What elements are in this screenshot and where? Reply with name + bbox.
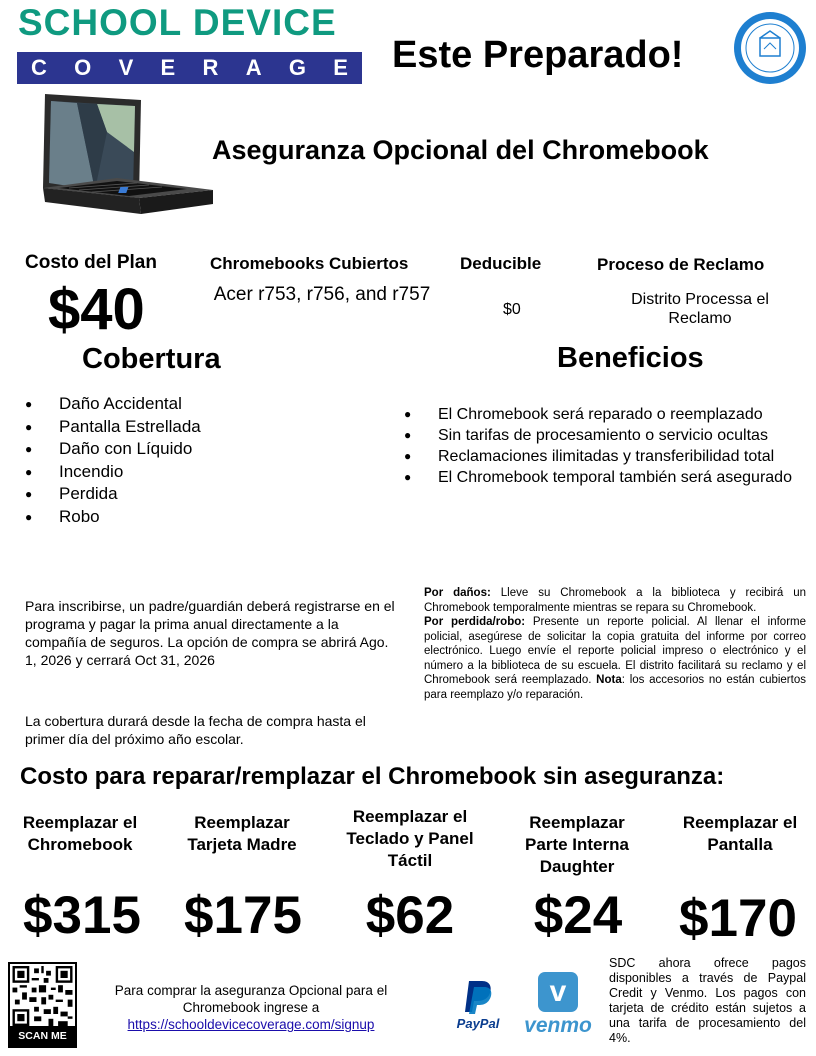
list-item: ● Sin tarifas de procesamiento o servicio ocultas (404, 425, 806, 446)
list-item: ● Perdida (25, 483, 201, 506)
cost-price: $62 (365, 886, 455, 945)
covered-label: Chromebooks Cubiertos (210, 254, 409, 273)
district-seal-icon (733, 11, 807, 85)
list-item: ● Reclamaciones ilimitadas y transferibilidad total (404, 446, 806, 467)
subtitle: Aseguranza Opcional del Chromebook (212, 135, 709, 165)
enroll-paragraph: Para inscribirse, un padre/guardián deberá registrarse en el programa y pagar la prima anual directamente a la compañía de seguros. La opción de compra se abrirá Ago. 1, 2026 y cerrará Oct 31, 2026 (25, 598, 395, 668)
deductible-value: $0 (503, 301, 521, 318)
covered-value: Acer r753, r756, and r757 (213, 284, 431, 305)
paypal-logo (450, 980, 506, 1036)
logo-coverage-bar (17, 52, 362, 84)
damage-text: Lleve su Chromebook a la biblioteca y recibirá un Chromebook temporalmente mientras se repara su Chromebook. (424, 587, 806, 614)
coverage-title: Cobertura (82, 343, 221, 375)
cost-label: Reemplazar el Pantalla (682, 813, 798, 854)
paypal-icon (460, 980, 496, 1014)
qr-code[interactable] (8, 962, 77, 1048)
cost-price: $24 (533, 886, 623, 945)
note-label: Nota (596, 674, 622, 686)
purchase-info (96, 982, 406, 1033)
deductible-label: Deducible (460, 254, 542, 273)
list-item: ● Robo (25, 506, 201, 529)
venmo-logo (516, 972, 600, 1042)
signup-link[interactable]: https://schooldevicecoverage.com/signup (127, 1017, 375, 1032)
cost-label: Reemplazar el Chromebook (22, 813, 138, 854)
logo-letter: E (160, 55, 176, 80)
loss-text: Presente un reporte policial. Al llenar el informe policial, asegúrese de solicitar la copia gratuita del informe por correo electrónico. Luego envíe el reporte policial impreso o electrónico y el número a la biblioteca de su escuela. El distrito facilitará su reclamo y el Chromebook será reemplazado. (424, 616, 806, 686)
list-item: ● El Chromebook temporal también será asegurado (404, 467, 806, 488)
logo-letter: V (118, 55, 134, 80)
benefits-title: Beneficios (557, 342, 704, 374)
venmo-icon: v (538, 972, 578, 1012)
note-text: : los accesorios no están cubiertos para reemplazo y/o reparación. (424, 674, 806, 701)
list-item: ● El Chromebook será reparado o reemplazado (404, 404, 806, 425)
logo-letter: G (288, 55, 306, 80)
damage-label: Por daños: (424, 587, 491, 599)
logo-letter: O (74, 55, 92, 80)
logo-letter: R (202, 55, 219, 80)
logo-letter: C (31, 55, 47, 80)
headline: Este Preparado! (392, 34, 684, 76)
logo-letter: E (333, 55, 348, 80)
payment-note: SDC ahora ofrece pagos disponibles a través de Paypal Credit y Venmo. Los pagos con tarjeta de crédito están sujetos a una tarifa de procesamiento del 4%. (609, 956, 806, 1045)
claim-value: Distrito Processa el Reclamo (631, 291, 769, 328)
plan-cost-label: Costo del Plan (25, 252, 157, 273)
qr-scan-label: SCAN ME (10, 1026, 75, 1046)
venmo-text: venmo (524, 1014, 592, 1037)
cost-price: $175 (184, 886, 302, 945)
qr-code-icon (10, 966, 75, 1026)
list-item: ● Daño Accidental (25, 393, 201, 416)
repair-cost-title: Costo para reparar/remplazar el Chromebook sin aseguranza: (20, 763, 725, 790)
logo-letter: A (245, 55, 262, 80)
list-item: ● Daño con Líquido (25, 438, 201, 461)
cost-label: Reemplazar Parte Interna Daughter (525, 813, 629, 876)
purchase-text: Para comprar la aseguranza Opcional para el Chromebook ingrese a (114, 983, 388, 1015)
cost-label: Reemplazar Tarjeta Madre (187, 813, 297, 854)
claims-details (424, 586, 806, 702)
cost-price: $170 (679, 889, 797, 948)
paypal-text: PayPal (456, 1016, 500, 1031)
plan-cost-value: $40 (48, 277, 145, 342)
claim-label: Proceso de Reclamo (597, 255, 765, 274)
cost-price: $315 (23, 886, 141, 945)
coverage-list (25, 393, 201, 528)
coverage-duration-paragraph: La cobertura durará desde la fecha de compra hasta el primer día del próximo año escolar. (25, 713, 366, 747)
benefits-list (404, 404, 806, 488)
list-item: ● Pantalla Estrellada (25, 416, 201, 439)
cost-label: Reemplazar el Teclado y Panel Táctil (346, 807, 474, 870)
list-item: ● Incendio (25, 461, 201, 484)
logo-title: SCHOOL DEVICE (18, 2, 337, 43)
chromebook-laptop-icon (37, 92, 217, 236)
loss-label: Por perdida/robo: (424, 616, 526, 628)
